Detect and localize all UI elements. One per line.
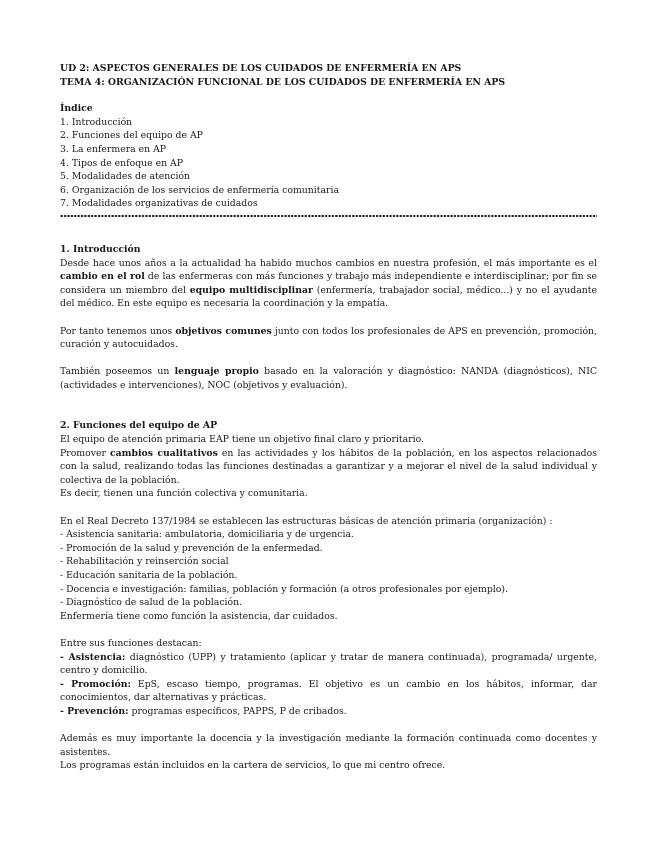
decree-close: Enfermería tiene como función la asistencia, dar cuidados.: [60, 610, 338, 622]
intro-paragraph-2: Por tanto tenemos unos objetivos comunes junto con todos los profesionales de APS en prevención, promoción, curación y autocuidados.: [60, 325, 597, 351]
decree-item: - Asistencia sanitaria: ambulatoria, domiciliaria y de urgencia.: [60, 529, 354, 541]
document-page: [60, 62, 597, 773]
index-item: 5. Modalidades de atención: [60, 171, 190, 183]
funciones-paragraph-1: El equipo de atención primaria EAP tiene un objetivo final claro y prioritario.: [60, 434, 424, 446]
decree-list: [60, 528, 597, 610]
highlight-prevencion: - Prevención: programas específicos, PAPPS, P de cribados.: [60, 705, 347, 717]
decree-intro: En el Real Decreto 137/1984 se establecen las estructuras básicas de atención primaria (organización) :: [60, 515, 553, 527]
topic-title: TEMA 4: ORGANIZACIÓN FUNCIONAL DE LOS CUIDADOS DE ENFERMERÍA EN APS: [60, 76, 506, 88]
section-heading-funciones: 2. Funciones del equipo de AP: [60, 420, 218, 432]
section-heading-introduccion: 1. Introducción: [60, 243, 141, 255]
intro-paragraph-1: Desde hace unos años a la actualidad ha habido muchos cambios en nuestra profesión, el más importante es el cambio en el rol de las enfermeras con más funciones y trabajo más independiente e interdisciplinar; por fin se considera un miembro del equipo multidisciplinar (enfermería, trabajador social, médico...) y no el ayudante del médico. En este equipo es necesaria la coordinación y la empatía.: [60, 257, 598, 310]
highlight-promocion: - Promoción: EpS, escaso tiempo, programas. El objetivo es un cambio en los hábitos, informar, dar conocimientos, dar alternativas y prácticas.: [60, 678, 598, 704]
closing-paragraph-1: Además es muy importante la docencia y la investigación mediante la formación continuada como docentes y asistentes.: [60, 733, 597, 758]
index-item: 2. Funciones del equipo de AP: [60, 130, 203, 142]
decree-item: - Educación sanitaria de la población.: [60, 570, 238, 581]
intro-paragraph-3: También poseemos un lenguaje propio basado en la valoración y diagnóstico: NANDA (diagnósticos), NIC (actividades e intervenciones), NOC (objetivos y evaluación).: [60, 366, 597, 391]
index-item: 3. La enfermera en AP: [60, 143, 167, 155]
funciones-paragraph-2: Promover cambios cualitativos en las actividades y los hábitos de la población, en los aspectos relacionados con la salud, realizando todas las funciones destinadas a garantizar y a mejorar el nivel de la salud individual y colectiva de la población.: [60, 447, 597, 486]
highlights-intro: Entre sus funciones destacan:: [60, 637, 202, 649]
index-item: 6. Organización de los servicios de enfermería comunitaria: [60, 184, 339, 196]
funciones-paragraph-3: Es decir, tienen una función colectiva y comunitaria.: [60, 488, 308, 500]
decree-item: - Diagnóstico de salud de la población.: [60, 597, 243, 609]
index-item: 4. Tipos de enfoque en AP: [60, 157, 184, 169]
index-item: 1. Introducción: [60, 116, 133, 128]
closing-paragraph-2: Los programas están incluidos en la cartera de servicios, lo que mi centro ofrece.: [60, 760, 446, 772]
decree-item: - Docencia e investigación: familias, población y formación (a otros profesionales por ejemplo).: [60, 583, 508, 595]
decree-item: - Promoción de la salud y prevención de la enfermedad.: [60, 542, 323, 554]
unit-title: UD 2: ASPECTOS GENERALES DE LOS CUIDADOS DE ENFERMERÍA EN APS: [60, 63, 462, 74]
index-list: [60, 116, 597, 211]
highlight-asistencia: - Asistencia: diagnóstico (UPP) y tratamiento (aplicar y tratar de manera continuada), programada/ urgente, centro y domicilio.: [60, 651, 597, 677]
decree-item: - Rehabilitación y reinserción social: [60, 556, 229, 568]
index-heading: Índice: [60, 103, 93, 115]
dotted-divider: [60, 213, 597, 219]
index-item: 7. Modalidades organizativas de cuidados: [60, 198, 258, 210]
